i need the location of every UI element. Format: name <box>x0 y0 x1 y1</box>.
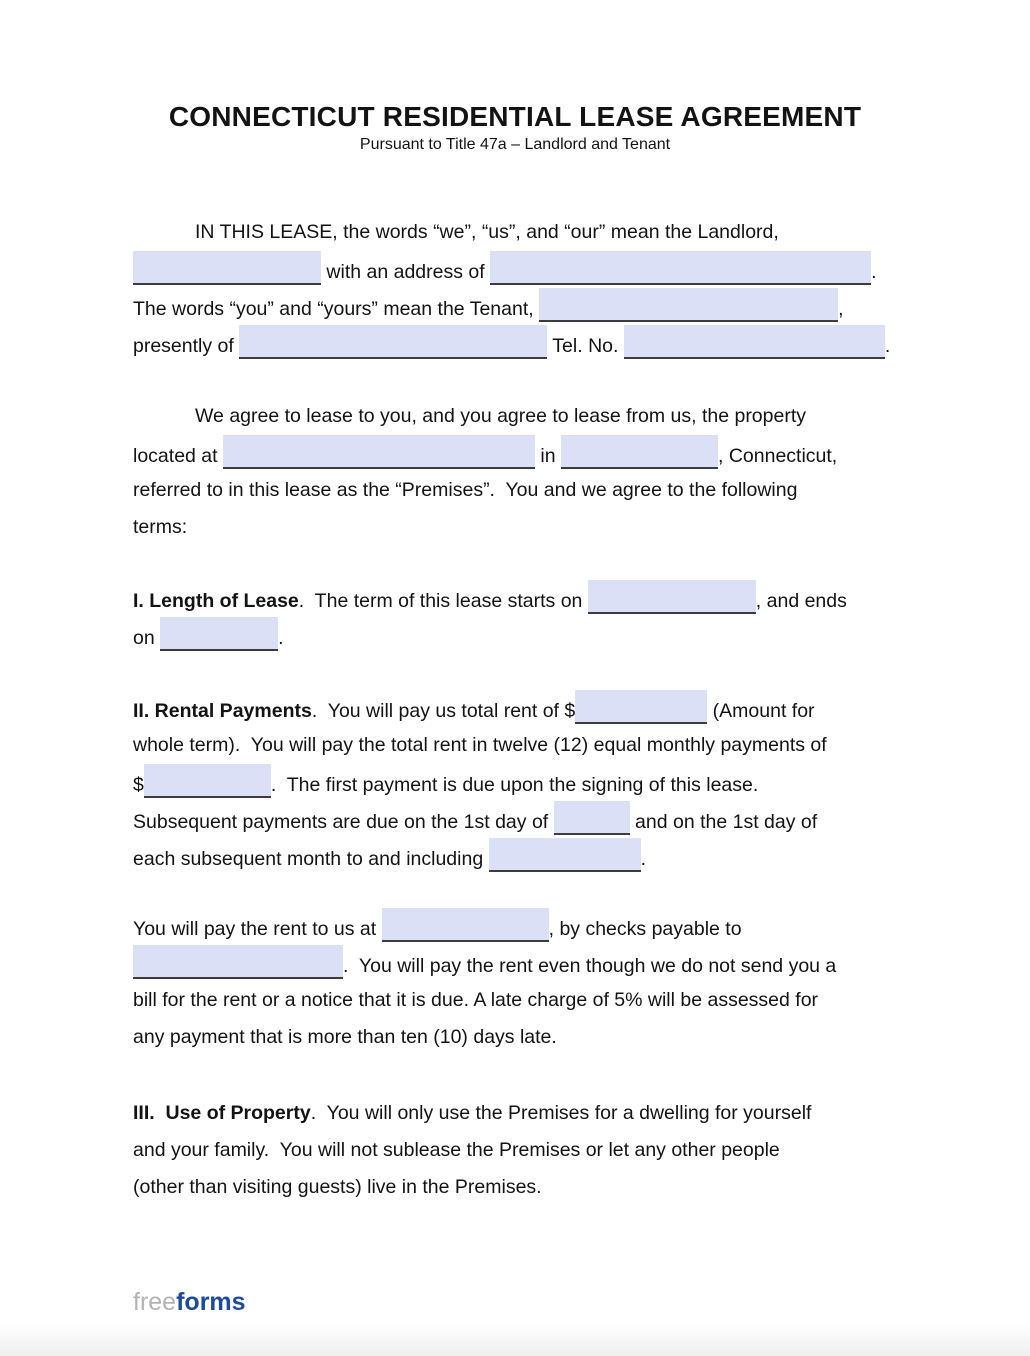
paragraph-line <box>133 1019 913 1056</box>
text-run: The words “you” and “yours” mean the Tenant, <box>133 298 540 320</box>
paragraph-line <box>133 690 913 727</box>
text-run: $ <box>133 774 144 796</box>
text-run: , Connecticut, <box>718 445 838 467</box>
agreement-paragraph <box>133 398 913 546</box>
logo-text-forms: forms <box>176 1288 246 1316</box>
text-run: Subsequent payments are due on the 1st day of <box>133 811 554 833</box>
total-rent-field[interactable] <box>575 690 707 724</box>
document-header <box>0 100 1030 155</box>
paragraph-line <box>133 288 913 325</box>
text-run: Tel. No. <box>547 335 624 357</box>
paragraph-line <box>133 325 913 362</box>
text-run: . <box>871 261 877 283</box>
paragraph-line <box>133 801 913 838</box>
section-use-of-property <box>133 1095 913 1206</box>
paragraph-line <box>133 982 913 1019</box>
landlord-address-field[interactable] <box>490 251 871 285</box>
property-city-field[interactable] <box>561 435 718 469</box>
logo-text-free: free <box>133 1288 177 1316</box>
section-1-heading: I. Length of Lease <box>133 590 299 612</box>
paragraph-line <box>133 435 913 472</box>
paragraph-line <box>133 472 913 509</box>
text-run: presently of <box>133 335 240 357</box>
intro-paragraph <box>133 214 913 362</box>
property-address-field[interactable] <box>223 435 535 469</box>
paragraph-line <box>133 727 913 764</box>
tenant-name-field[interactable] <box>539 288 838 322</box>
text-run: . The first payment is due upon the signing of this lease. <box>270 774 759 796</box>
text-run: with an address of <box>321 261 491 283</box>
page-bottom-edge <box>0 1322 1030 1356</box>
rent-final-month-field[interactable] <box>489 838 641 872</box>
lease-start-date-field[interactable] <box>588 580 756 614</box>
text-run: You will pay the rent to us at <box>133 918 382 940</box>
text-run: . You will pay the rent even though we do not send you a <box>343 955 837 977</box>
payment-details-paragraph <box>133 908 913 1056</box>
document-subtitle: Pursuant to Title 47a – Landlord and Tenant <box>359 136 671 153</box>
payment-address-field[interactable] <box>382 908 549 942</box>
section-length-of-lease <box>133 580 913 654</box>
paragraph-line <box>133 398 913 435</box>
paragraph-line <box>133 1095 913 1132</box>
text-run: . <box>884 335 891 357</box>
text-run: whole term). You will pay the total rent in twelve (12) equal monthly payments of <box>133 734 827 756</box>
document-title: CONNECTICUT RESIDENTIAL LEASE AGREEMENT <box>168 101 862 132</box>
paragraph-line <box>133 214 913 251</box>
text-run: . <box>640 848 647 870</box>
tenant-current-address-field[interactable] <box>239 325 547 359</box>
text-run: . The term of this lease starts on <box>298 590 588 612</box>
paragraph-line <box>133 1132 913 1169</box>
text-run: , <box>838 298 844 320</box>
paragraph-line <box>133 908 913 945</box>
text-run: on <box>133 627 161 649</box>
paragraph-line <box>133 251 913 288</box>
text-run: and your family. You will not sublease the Premises or let any other people <box>133 1139 780 1161</box>
text-run: . You will pay us total rent of $ <box>311 700 576 722</box>
text-run: in <box>534 445 561 467</box>
monthly-rent-field[interactable] <box>144 764 271 798</box>
lease-end-date-field[interactable] <box>160 617 278 651</box>
paragraph-line <box>133 509 913 546</box>
rent-due-month-field[interactable] <box>554 801 630 835</box>
paragraph-line <box>133 617 913 654</box>
section-rental-payments <box>133 690 913 875</box>
paragraph-line <box>133 1169 913 1206</box>
text-run: . <box>278 627 284 649</box>
paragraph-line <box>133 764 913 801</box>
text-run: bill for the rent or a notice that it is due. A late charge of 5% will be assessed for <box>133 989 819 1011</box>
text-run: referred to in this lease as the “Premises”. You and we agree to the following <box>133 479 798 501</box>
text-run: , and ends <box>755 590 847 612</box>
paragraph-line <box>133 838 913 875</box>
text-run: located at <box>133 445 223 467</box>
freeforms-logo <box>133 1288 246 1317</box>
landlord-name-field[interactable] <box>133 251 321 285</box>
text-run: (Amount for <box>707 700 815 722</box>
text-run: terms: <box>133 516 188 538</box>
paragraph-line <box>133 580 913 617</box>
text-run: any payment that is more than ten (10) days late. <box>133 1026 557 1048</box>
text-run: (other than visiting guests) live in the Premises. <box>133 1176 542 1198</box>
text-run: . You will only use the Premises for a dwelling for yourself <box>310 1102 812 1124</box>
text-run: IN THIS LEASE, the words “we”, “us”, and “our” mean the Landlord, <box>195 221 779 243</box>
tenant-phone-field[interactable] <box>624 325 885 359</box>
payee-name-field[interactable] <box>133 945 343 979</box>
paragraph-line <box>133 945 913 982</box>
section-3-heading: III. Use of Property <box>133 1102 311 1124</box>
section-2-heading: II. Rental Payments <box>133 700 312 722</box>
text-run: We agree to lease to you, and you agree to lease from us, the property <box>195 405 807 427</box>
text-run: each subsequent month to and including <box>133 848 489 870</box>
text-run: , by checks payable to <box>548 918 742 940</box>
text-run: and on the 1st day of <box>629 811 818 833</box>
